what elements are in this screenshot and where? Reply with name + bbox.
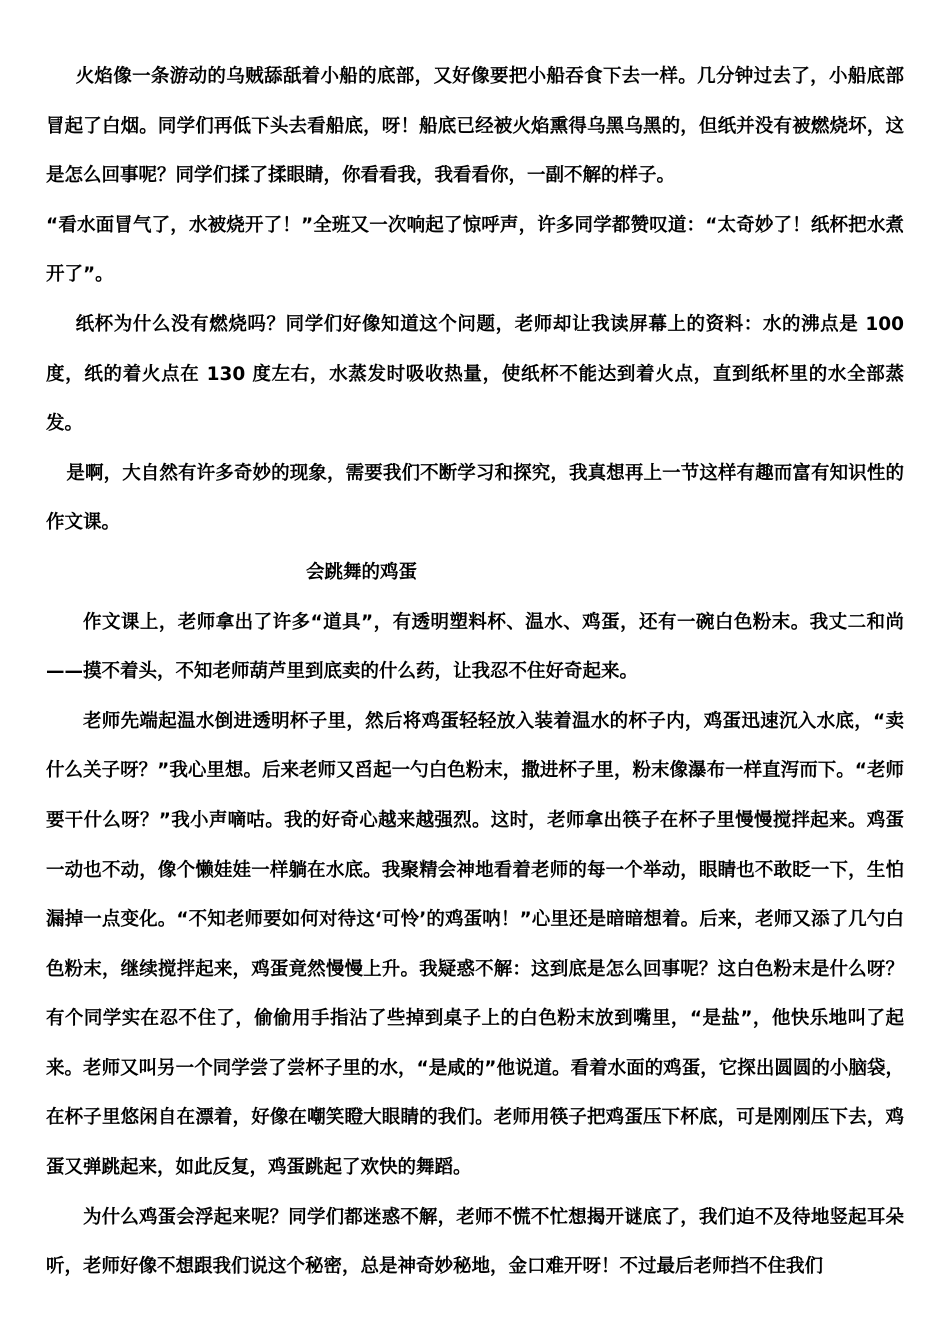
essay-title: 会跳舞的鸡蛋 [306,561,418,583]
paragraph-conclusion: 是啊，大自然有许多奇妙的现象，需要我们不断学习和探究，我真想再上一节这样有趣而富有知识性的作文课。 [46,462,904,534]
paragraph-why-egg-floats: 为什么鸡蛋会浮起来呢？同学们都迷惑不解，老师不慌不忙想揭开谜底了，我们迫不及待地竖起耳朵听，老师好像不想跟我们说这个秘密，总是神奇妙秘地，金口难开呀！不过最后老师挡不住我们 [46,1206,904,1278]
paragraph-paper-boat-burning: 火焰像一条游动的乌贼舔舐着小船的底部，又好像要把小船吞食下去一样。几分钟过去了，小船底部冒起了白烟。同学们再低下头去看船底，呀！船底已经被火焰熏得乌黑乌黑的，但纸并没有被燃烧坏，这是怎么回事呢？同学们揉了揉眼睛，你看看我，我看看你，一副不解的样子。 [46,66,904,187]
paragraph-egg-experiment: 老师先端起温水倒进透明杯子里，然后将鸡蛋轻轻放入装着温水的杯子内，鸡蛋迅速沉入水底，“卖什么关子呀？”我心里想。后来老师又舀起一勺白色粉末，撒进杯子里，粉末像瀑布一样直泻而下。“老师要干什么呀？”我小声嘀咕。我的好奇心越来越强烈。这时，老师拿出筷子在杯子里慢慢搅拌起来。鸡蛋一动也不动，像个懒娃娃一样躺在水底。我聚精会神地看着老师的每一个举动，眼睛也不敢眨一下，生怕漏掉一点变化。“不知老师要如何对待这‘可怜’的鸡蛋呐！”心里还是暗暗想着。后来，老师又添了几勺白色粉末，继续搅拌起来，鸡蛋竟然慢慢上升。我疑惑不解：这到底是怎么回事呢？这白色粉末是什么呀？有个同学实在忍不住了，偷偷用手指沾了些掉到桌子上的白色粉末放到嘴里，“是盐”，他快乐地叫了起来。老师又叫另一个同学尝了尝杯子里的水，“是咸的”他说道。看着水面的鸡蛋，它探出圆圆的小脑袋，在杯子里悠闲自在漂着，好像在嘲笑瞪大眼睛的我们。老师用筷子把鸡蛋压下杯底，可是刚刚压下去，鸡蛋又弹跳起来，如此反复，鸡蛋跳起了欢快的舞蹈。 [46,710,904,1179]
paragraph-props-introduction: 作文课上，老师拿出了许多“道具”，有透明塑料杯、温水、鸡蛋，还有一碗白色粉末。我丈二和尚——摸不着头，不知老师葫芦里到底卖的什么药，让我忍不住好奇起来。 [46,611,904,683]
paragraph-water-boiling: “看水面冒气了，水被烧开了！”全班又一次响起了惊呼声，许多同学都赞叹道：“太奇妙了！纸杯把水煮开了”。 [46,214,904,286]
document-page [46,52,904,1292]
paragraph-boiling-point-explanation: 纸杯为什么没有燃烧吗？同学们好像知道这个问题，老师却让我读屏幕上的资料：水的沸点是 100 度，纸的着火点在 130 度左右，水蒸发时吸收热量，使纸杯不能达到着火点，直到纸杯里的水全部蒸发。 [46,313,904,435]
